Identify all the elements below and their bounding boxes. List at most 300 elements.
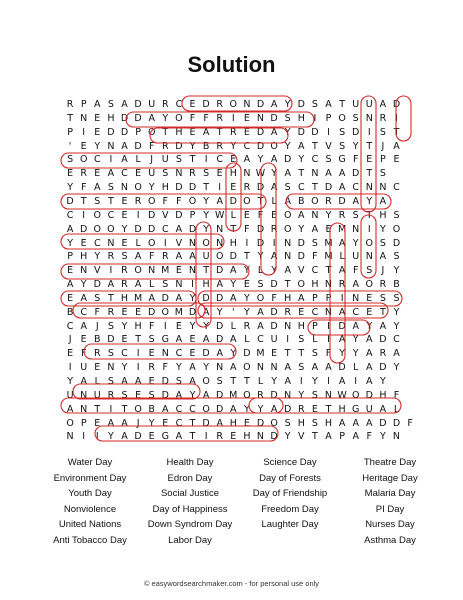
grid-letter: T: [366, 140, 373, 152]
grid-letter: R: [379, 348, 387, 360]
grid-letter: S: [298, 362, 305, 374]
grid-letter: N: [80, 112, 88, 124]
grid-letter: Y: [366, 195, 373, 207]
grid-letter: D: [256, 223, 265, 235]
grid-letter: A: [366, 376, 373, 387]
grid-letter: D: [311, 126, 319, 138]
grid-letter: A: [284, 168, 291, 180]
grid-letter: D: [175, 140, 183, 152]
grid-letter: U: [365, 99, 373, 110]
grid-letter: A: [379, 320, 387, 332]
grid-letter: T: [284, 348, 291, 360]
grid-letter: R: [325, 195, 332, 207]
grid-letter: R: [161, 140, 169, 152]
grid-letter: N: [216, 362, 224, 374]
grid-letter: A: [121, 140, 128, 152]
grid-letter: A: [270, 154, 278, 166]
grid-letter: A: [134, 376, 142, 387]
grid-letter: D: [148, 223, 156, 235]
grid-letter: I: [163, 320, 167, 332]
grid-letter: D: [134, 112, 142, 124]
grid-letter: I: [109, 154, 113, 166]
grid-letter: Y: [298, 223, 305, 235]
grid-letter: D: [338, 195, 346, 207]
grid-letter: V: [94, 265, 101, 277]
grid-letter: F: [148, 140, 155, 152]
grid-letter: E: [67, 265, 74, 277]
grid-letter: R: [270, 223, 278, 235]
grid-letter: A: [189, 376, 196, 387]
grid-letter: M: [161, 265, 170, 277]
grid-letter: F: [366, 431, 373, 443]
grid-letter: Y: [243, 292, 250, 304]
grid-letter: A: [284, 376, 291, 387]
grid-letter: Y: [352, 348, 359, 360]
grid-letter: D: [256, 237, 265, 249]
grid-letter: A: [202, 126, 210, 138]
grid-letter: C: [311, 154, 319, 166]
grid-letter: A: [270, 182, 278, 194]
grid-letter: O: [338, 112, 346, 124]
grid-letter: D: [216, 320, 224, 332]
grid-letter: A: [202, 306, 210, 318]
grid-letter: A: [134, 251, 142, 263]
grid-letter: A: [121, 99, 128, 110]
grid-letter: N: [284, 320, 292, 332]
grid-letter: D: [202, 99, 210, 110]
grid-letter: S: [107, 348, 114, 360]
grid-letter: E: [80, 237, 87, 249]
grid-letter: T: [393, 126, 400, 138]
grid-letter: S: [311, 348, 318, 360]
grid-letter: S: [175, 376, 182, 387]
grid-letter: Y: [121, 362, 128, 374]
grid-letter: N: [311, 209, 319, 221]
grid-letter: T: [203, 182, 209, 194]
grid-letter: A: [80, 320, 87, 332]
grid-letter: T: [135, 334, 141, 346]
grid-letter: S: [121, 389, 128, 401]
grid-letter: Y: [216, 306, 223, 318]
grid-letter: R: [107, 389, 115, 401]
grid-letter: D: [134, 140, 142, 152]
grid-letter: A: [338, 376, 346, 387]
grid-letter: ': [231, 306, 235, 318]
grid-letter: O: [229, 99, 238, 110]
grid-letter: D: [379, 334, 387, 346]
grid-letter: L: [94, 376, 100, 387]
grid-letter: A: [379, 99, 387, 110]
grid-letter: Y: [379, 376, 386, 387]
grid-letter: A: [189, 251, 196, 263]
grid-letter: N: [352, 292, 360, 304]
grid-letter: I: [136, 209, 140, 221]
grid-letter: S: [379, 292, 386, 304]
grid-letter: W: [255, 168, 266, 180]
grid-letter: I: [95, 431, 99, 443]
grid-letter: L: [271, 195, 277, 207]
grid-letter: Y: [67, 182, 73, 194]
grid-letter: A: [107, 279, 115, 291]
grid-letter: C: [66, 209, 74, 221]
grid-letter: O: [270, 140, 278, 152]
grid-letter: ': [68, 140, 72, 152]
grid-letter: F: [80, 348, 87, 360]
grid-letter: E: [175, 265, 182, 277]
grid-letter: D: [134, 99, 142, 110]
grid-letter: U: [352, 251, 360, 263]
grid-letter: Y: [271, 168, 277, 180]
grid-letter: A: [338, 417, 346, 429]
grid-letter: H: [243, 431, 251, 443]
grid-letter: J: [136, 417, 140, 429]
grid-letter: O: [215, 251, 224, 263]
grid-letter: D: [270, 431, 278, 443]
grid-letter: I: [354, 376, 358, 387]
grid-letter: A: [230, 265, 237, 277]
grid-letter: A: [175, 431, 183, 443]
grid-letter: H: [229, 237, 237, 249]
grid-letter: O: [365, 279, 374, 291]
grid-letter: R: [243, 182, 251, 194]
grid-letter: F: [352, 154, 359, 166]
grid-letter: R: [161, 251, 169, 263]
grid-letter: U: [202, 251, 210, 263]
grid-letter: A: [298, 140, 305, 152]
grid-letter: U: [66, 389, 74, 401]
grid-letter: E: [121, 195, 128, 207]
word-list-item: United Nations: [58, 519, 122, 531]
grid-letter: A: [202, 334, 210, 346]
grid-letter: E: [94, 417, 101, 429]
grid-letter: H: [284, 292, 292, 304]
grid-letter: F: [312, 251, 318, 263]
grid-letter: A: [80, 376, 87, 387]
grid-letter: F: [189, 112, 196, 124]
grid-letter: Y: [298, 389, 305, 401]
grid-letter: D: [120, 112, 129, 124]
grid-letter: O: [256, 292, 265, 304]
grid-letter: E: [243, 417, 250, 429]
grid-letter: I: [204, 154, 208, 166]
grid-letter: R: [338, 209, 346, 221]
grid-letter: N: [270, 362, 278, 374]
grid-letter: C: [93, 154, 101, 166]
grid-letter: D: [216, 265, 224, 277]
word-list-item: Edron Day: [167, 472, 213, 484]
grid-letter: I: [82, 209, 86, 221]
grid-letter: D: [229, 251, 237, 263]
grid-letter: R: [297, 403, 305, 415]
grid-letter: O: [147, 195, 156, 207]
grid-letter: L: [230, 320, 236, 332]
grid-letter: Y: [148, 182, 155, 194]
grid-letter: N: [107, 140, 115, 152]
grid-letter: A: [230, 334, 237, 346]
grid-letter: D: [284, 403, 292, 415]
grid-letter: R: [107, 251, 115, 263]
grid-letter: G: [352, 403, 360, 415]
grid-letter: I: [204, 431, 208, 443]
grid-letter: H: [379, 209, 387, 221]
grid-letter: R: [257, 389, 264, 401]
grid-letter: A: [366, 362, 373, 374]
grid-letter: A: [121, 417, 128, 429]
grid-letter: S: [366, 265, 373, 277]
grid-letter: Y: [94, 140, 101, 152]
grid-letter: A: [148, 112, 155, 124]
grid-letter: N: [80, 389, 88, 401]
grid-letter: Y: [175, 362, 182, 374]
word-list-item: Heritage Day: [362, 472, 418, 484]
grid-letter: H: [311, 279, 319, 291]
grid-letter: Y: [189, 389, 196, 401]
grid-letter: A: [175, 292, 183, 304]
grid-letter: A: [107, 417, 115, 429]
grid-letter: E: [311, 403, 318, 415]
grid-letter: H: [297, 417, 305, 429]
grid-letter: N: [120, 182, 129, 194]
grid-letter: O: [79, 154, 88, 166]
grid-letter: I: [313, 112, 317, 124]
grid-letter: S: [148, 389, 155, 401]
grid-letter: F: [162, 195, 169, 207]
grid-letter: N: [188, 265, 197, 277]
grid-letter: F: [176, 195, 182, 207]
grid-letter: T: [366, 168, 373, 180]
grid-letter: E: [366, 154, 373, 166]
grid-letter: C: [311, 306, 319, 318]
grid-letter: H: [175, 126, 183, 138]
grid-letter: E: [230, 431, 237, 443]
grid-letter: A: [270, 251, 278, 263]
grid-letter: P: [80, 417, 87, 429]
grid-letter: A: [325, 431, 332, 443]
grid-letter: S: [94, 195, 101, 207]
word-list-item: Youth Day: [68, 488, 112, 500]
grid-letter: D: [243, 348, 251, 360]
grid-letter: A: [352, 417, 359, 429]
grid-letter: O: [283, 209, 292, 221]
grid-letter: D: [392, 417, 401, 429]
grid-letter: M: [133, 292, 143, 304]
grid-letter: I: [82, 126, 86, 138]
grid-letter: S: [162, 279, 169, 291]
grid-letter: O: [175, 112, 183, 124]
grid-letter: C: [107, 209, 115, 221]
grid-letter: E: [393, 154, 400, 166]
grid-letter: F: [244, 223, 250, 235]
grid-letter: U: [148, 99, 156, 110]
grid-letter: H: [161, 182, 169, 194]
grid-letter: R: [338, 279, 346, 291]
grid-letter: M: [256, 348, 265, 360]
grid-letter: Y: [203, 223, 209, 235]
grid-letter: E: [189, 126, 196, 138]
grid-letter: B: [298, 195, 305, 207]
grid-letter: D: [365, 389, 373, 401]
grid-letter: A: [338, 265, 346, 277]
grid-letter: E: [325, 223, 332, 235]
grid-letter: D: [256, 99, 265, 110]
grid-letter: D: [256, 417, 265, 429]
grid-letter: R: [216, 112, 223, 124]
grid-letter: S: [352, 209, 359, 221]
grid-letter: C: [393, 182, 400, 194]
grid-letter: I: [367, 126, 371, 138]
grid-letter: G: [338, 154, 346, 166]
grid-letter: U: [352, 99, 360, 110]
grid-letter: E: [121, 237, 128, 249]
grid-letter: O: [243, 195, 251, 207]
grid-letter: P: [339, 431, 345, 443]
grid-letter: M: [337, 223, 347, 235]
grid-letter: Y: [67, 237, 73, 249]
grid-letter: B: [94, 334, 101, 346]
grid-letter: N: [256, 112, 265, 124]
grid-letter: I: [163, 237, 167, 249]
grid-letter: N: [365, 112, 373, 124]
grid-letter: V: [325, 140, 332, 152]
grid-letter: S: [393, 292, 400, 304]
grid-letter: E: [94, 168, 101, 180]
grid-letter: T: [325, 265, 332, 277]
grid-letter: Y: [203, 320, 209, 332]
grid-letter: A: [366, 417, 373, 429]
grid-letter: N: [175, 279, 183, 291]
grid-letter: E: [135, 389, 142, 401]
grid-letter: D: [107, 126, 115, 138]
grid-letter: N: [216, 223, 224, 235]
grid-letter: B: [66, 306, 74, 318]
grid-letter: E: [271, 348, 278, 360]
grid-letter: T: [121, 403, 128, 415]
grid-letter: T: [216, 126, 223, 138]
grid-letter: A: [338, 306, 346, 318]
grid-letter: A: [338, 168, 346, 180]
copyright-symbol: ©: [143, 579, 150, 588]
grid-letter: A: [121, 154, 128, 166]
grid-letter: Y: [393, 362, 400, 374]
grid-letter: T: [284, 279, 291, 291]
grid-letter: P: [67, 251, 73, 263]
grid-letter: T: [230, 223, 237, 235]
grid-letter: P: [189, 209, 196, 221]
grid-letter: E: [366, 292, 373, 304]
grid-letter: S: [339, 140, 346, 152]
grid-letter: E: [67, 168, 74, 180]
grid-letter: M: [324, 237, 333, 249]
grid-letter: Y: [271, 265, 277, 277]
grid-letter: A: [298, 209, 305, 221]
grid-letter: N: [324, 279, 333, 291]
grid-letter: T: [189, 417, 196, 429]
grid-letter: Y: [243, 306, 250, 318]
grid-letter: S: [311, 417, 318, 429]
grid-letter: I: [136, 348, 140, 360]
grid-letter: Y: [230, 279, 237, 291]
grid-letter: A: [66, 403, 74, 415]
grid-letter: L: [257, 376, 264, 387]
grid-letter: Y: [393, 320, 400, 332]
grid-letter: C: [393, 334, 400, 346]
grid-letter: S: [175, 154, 182, 166]
grid-letter: C: [66, 320, 74, 332]
grid-letter: E: [189, 348, 196, 360]
grid-letter: C: [121, 348, 128, 360]
grid-letter: H: [297, 320, 305, 332]
grid-letter: D: [297, 126, 305, 138]
grid-letter: D: [270, 279, 278, 291]
grid-letter: D: [270, 389, 278, 401]
grid-letter: V: [298, 431, 305, 443]
grid-letter: O: [365, 237, 374, 249]
grid-letter: Y: [189, 292, 196, 304]
grid-letter: C: [121, 168, 128, 180]
grid-letter: I: [395, 112, 398, 124]
word-list-item: Labor Day: [168, 534, 212, 546]
word-list-item: Asthma Day: [364, 534, 416, 546]
grid-letter: Y: [189, 320, 196, 332]
grid-letter: Y: [393, 265, 400, 277]
grid-letter: F: [325, 348, 332, 360]
grid-letter: A: [80, 292, 87, 304]
grid-letter: D: [338, 320, 346, 332]
grid-letter: R: [216, 140, 223, 152]
grid-letter: E: [148, 376, 155, 387]
grid-letter: F: [407, 417, 413, 429]
grid-letter: F: [148, 320, 155, 332]
grid-letter: A: [162, 403, 169, 415]
grid-letter: N: [80, 265, 88, 277]
grid-letter: D: [256, 126, 265, 138]
word-list-item: Laughter Day: [261, 519, 319, 531]
grid-letter: Y: [379, 431, 386, 443]
grid-letter: A: [393, 140, 400, 152]
grid-letter: A: [379, 403, 387, 415]
grid-letter: T: [311, 140, 318, 152]
grid-letter: A: [366, 334, 373, 346]
grid-letter: D: [256, 182, 265, 194]
word-list-item: Day of Friendship: [252, 488, 328, 500]
grid-letter: E: [271, 209, 278, 221]
grid-letter: E: [230, 182, 237, 194]
grid-letter: Y: [284, 140, 291, 152]
grid-letter: H: [324, 417, 333, 429]
grid-letter: I: [327, 334, 330, 346]
grid-letter: U: [270, 334, 278, 346]
grid-letter: N: [284, 237, 292, 249]
grid-letter: I: [82, 431, 86, 443]
grid-letter: A: [216, 417, 223, 429]
grid-letter: J: [381, 265, 385, 277]
grid-letter: C: [243, 140, 251, 152]
grid-letter: I: [109, 403, 113, 415]
grid-letter: R: [229, 126, 237, 138]
grid-letter: N: [256, 431, 265, 443]
grid-letter: E: [67, 292, 74, 304]
grid-letter: Y: [352, 334, 359, 346]
grid-letter: L: [312, 334, 318, 346]
grid-letter: P: [380, 154, 386, 166]
grid-letter: S: [379, 237, 386, 249]
grid-letter: L: [257, 265, 264, 277]
grid-letter: A: [230, 403, 237, 415]
grid-letter: N: [256, 362, 265, 374]
grid-letter: D: [188, 182, 197, 194]
grid-letter: E: [94, 126, 101, 138]
grid-letter: S: [298, 334, 305, 346]
